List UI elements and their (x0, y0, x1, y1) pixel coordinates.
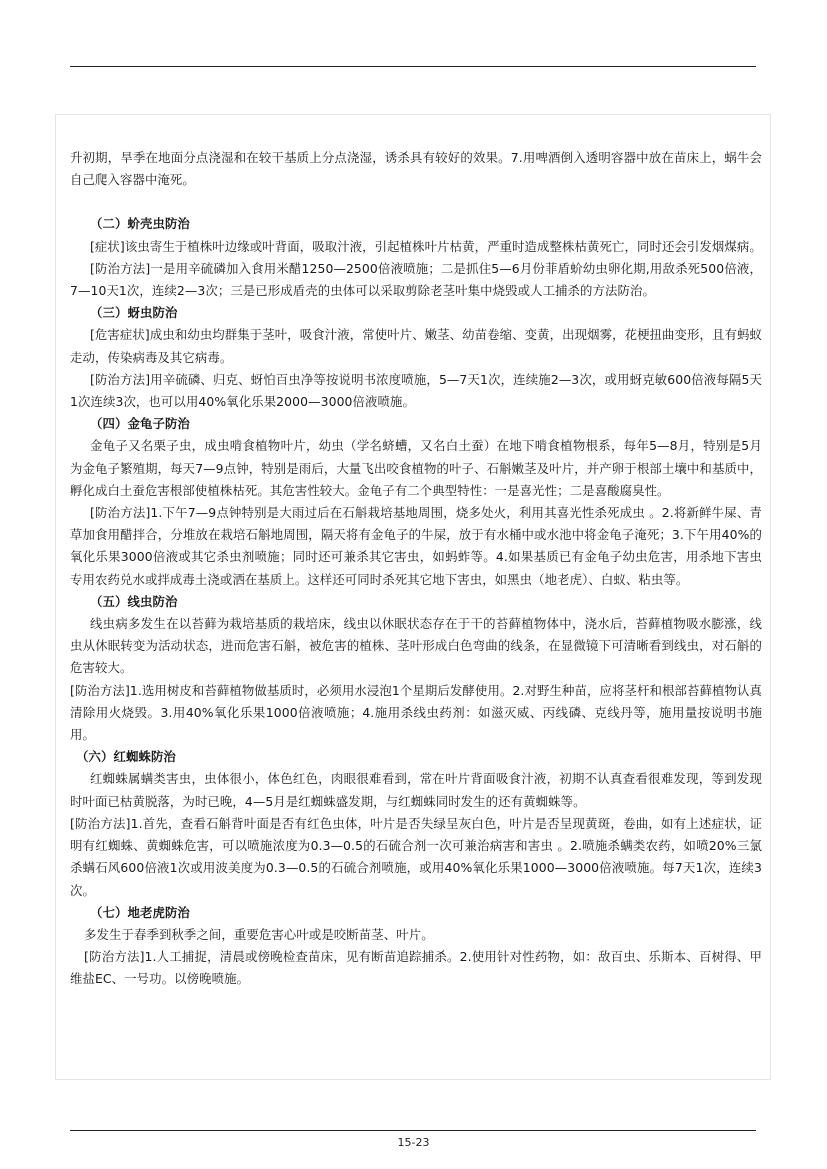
footer-rule (70, 1130, 756, 1131)
heading-chafer: （四）金龟子防治 (90, 416, 190, 432)
paragraph-cutworm-description: 多发生于春季到秋季之间，重要危害心叶或是咬断苗茎、叶片。 (84, 926, 434, 942)
paragraph-nematode-treatment: [防治方法]1.选用树皮和苔藓植物做基质时，必须用水浸泡1个星期后发酵使用。2.对野生种苗，应将茎杆和根部苔藓植物认真清除用火烧毁。3.用40%氧化乐果1000倍液喷施；4.施用杀线虫药剂：如滋灭威、丙线磷、克线丹等，施用量按说明书施用。 (70, 682, 762, 743)
heading-aphid: （三）蚜虫防治 (90, 305, 178, 321)
paragraph-chafer-treatment: [防治方法]1.下午7—9点钟特别是大雨过后在石斛栽培基地周围，烧多处火，利用其喜光性杀死成虫 。2.将新鲜牛屎、青草加食用醋拌合，分堆放在栽培石斛地周围，隔天将有金龟子的牛屎，放于有水桶中或水池中将金龟子淹死；3.下午用40%的氧化乐果3000倍液或其它杀虫剂喷施；同时还可兼杀其它害虫，如蚂蚱等。4.如果基质已有金龟子幼虫危害，用杀地下害虫专用农药兑水或拌成毒土浇或洒在基质上。这样还可同时杀死其它地下害虫，如黑虫（地老虎）、白蚁、粘虫等。 (70, 505, 762, 587)
heading-red-spider: （六）红蜘蛛防治 (76, 749, 176, 765)
paragraph-scale-symptoms: [症状]该虫寄生于植株叶边缘或叶背面，吸取汁液，引起植株叶片枯黄，严重时造成整株枯黄死亡，同时还会引发烟煤病。 (90, 238, 762, 254)
heading-scale-insect: （二）蚧壳虫防治 (90, 216, 190, 232)
header-rule (70, 66, 756, 67)
paragraph-aphid-treatment: [防治方法]用辛硫磷、归克、蚜怕百虫净等按说明书浓度喷施，5—7天1次，连续施2—3次，或用蚜克敏600倍液每隔5天1次连续3次，也可以用40%氧化乐果2000—3000倍液喷施。 (70, 371, 762, 410)
paragraph-nematode-description: 线虫病多发生在以苔藓为栽培基质的栽培床，线虫以休眠状态存在于干的苔藓植物体中，浇水后，苔藓植物吸水膨涨，线虫从休眠转变为活动状态，进而危害石斛，被危害的植株、茎叶形成白色弯曲的线条，在显微镜下可清晰看到线虫，对石斛的危害较大。 (70, 616, 762, 676)
page-number: 15-23 (397, 1136, 430, 1149)
paragraph-red-spider-description: 红蜘蛛属螨类害虫，虫体很小，体色红色，肉眼很难看到，常在叶片背面吸食汁液，初期不认真查看很难发现，等到发现时叶面已枯黄脱落，为时已晚，4—5月是红蜘蛛盛发期，与红蜘蛛同时发生的还有黄蜘蛛等。 (70, 771, 762, 809)
paragraph-red-spider-treatment: [防治方法]1.首先，查看石斛背叶面是否有红色虫体，叶片是否失绿呈灰白色，叶片是否呈现黄斑，卷曲，如有上述症状，证明有红蜘蛛、黄蜘蛛危害，可以喷施浓度为0.3—0.5的石硫合剂一次可兼治病害和害虫 。2.喷施杀螨类农药，如喷20%三氯杀螨石风600倍液1次或用波美度为0.3—0.5的石硫合剂喷施，或用40%氧化乐果1000—3000倍液喷施。每7天1次，连续3次。 (70, 815, 762, 898)
heading-cutworm: （七）地老虎防治 (90, 904, 190, 920)
paragraph-aphid-symptoms: [危害症状]成虫和幼虫均群集于茎叶，吸食汁液，常使叶片、嫩茎、幼苗卷缩、变黄，出现烟雾，花梗扭曲变形，且有蚂蚁走动，传染病毒及其它病毒。 (70, 327, 762, 365)
paragraph-scale-treatment: [防治方法]一是用辛硫磷加入食用米醋1250—2500倍液喷施；二是抓住5—6月份菲盾蚧幼虫卵化期,用敌杀死500倍液，7—10天1次，连续2—3次；三是已形成盾壳的虫体可以采取剪除老茎叶集中烧毁或人工捕杀的方法防治。 (70, 260, 762, 299)
heading-nematode: （五）线虫防治 (90, 593, 178, 609)
paragraph-gap (70, 191, 762, 213)
paragraph-cutworm-treatment: [防治方法]1.人工捕捉，清晨或傍晚检查苗床，见有断苗追踪捕杀。2.使用针对性药物，如：敌百虫、乐斯本、百树得、甲维盐EC、一号功。以傍晚喷施。 (70, 949, 762, 987)
paragraph-snail-control-end: 升初期，旱季在地面分点浇湿和在较干基质上分点浇湿，诱杀具有较好的效果。7.用啤酒倒入透明容器中放在苗床上，蜗牛会自己爬入容器中淹死。 (70, 150, 762, 188)
paragraph-chafer-description: 金龟子又名栗子虫，成虫啃食植物叶片，幼虫（学名蛴螬，又名白土蚕）在地下啃食植物根系，每年5—8月，特别是5月为金龟子繁殖期，每天7—9点钟，特别是雨后，大量飞出咬食植物的叶子、石斛嫩茎及叶片，并产卵于根部土壤中和基质中，孵化成白土蚕危害根部使植株枯死。其危害性较大。金龟子有二个典型特性：一是喜光性；二是喜酸腐臭性。 (70, 438, 762, 498)
document-body (70, 147, 762, 991)
